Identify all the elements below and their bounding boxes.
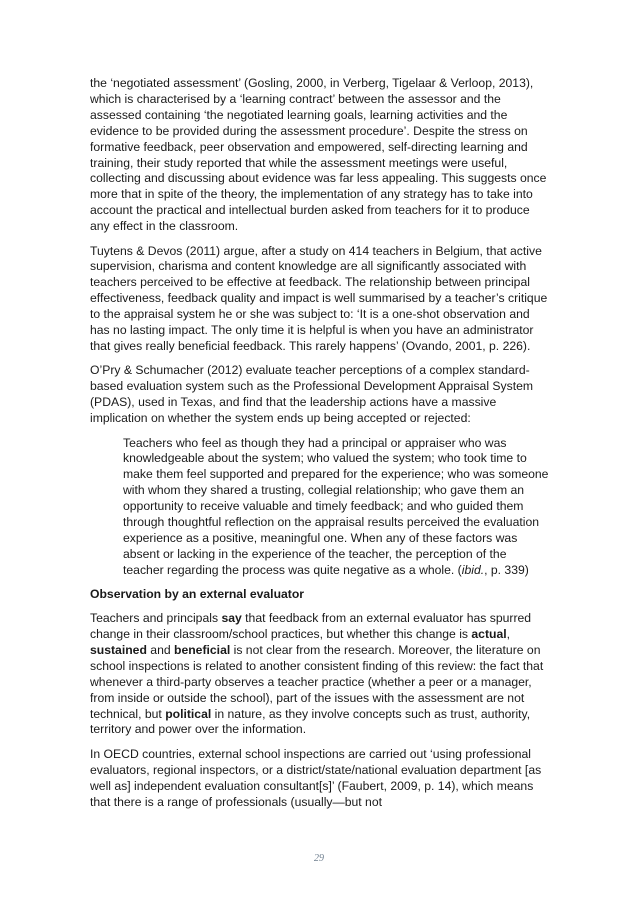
section-heading: Observation by an external evaluator: [90, 587, 305, 602]
bold-say: say: [221, 611, 242, 626]
quote-citation-end: , p. 339): [484, 562, 529, 577]
text-run: Teachers and principals: [90, 611, 222, 626]
bold-sustained: sustained: [90, 642, 147, 657]
bold-actual: actual: [471, 627, 507, 641]
quote-text: Teachers who feel as though they had a principal or appraiser who was knowledgeable about the system; who valued the system; who took time to make them feel supported and prepared for the experience; who was someone with whom they shared a trusting, collegial relationship; who gave them an opportunity to receive valuable and timely feedback; and who guided them through thoughtful reflection on the appraisal results perceived the evaluation experience as a positive, meaningful one. When any of these factors was absent or lacking in the experience of the teacher, the perception of the teacher regarding the process was quite negative as a whole. (: [123, 435, 549, 577]
text-run: and: [146, 642, 175, 657]
paragraph-external-evaluator: [90, 611, 550, 738]
paragraph-opry-schumacher: O’Pry & Schumacher (2012) evaluate teacher perceptions of a complex standard-based evaluation system such as the Professional Development Appraisal System (PDAS), used in Texas, and find that the leadership actions have a massive implication on whether the system ends up being accepted or rejected:: [90, 363, 534, 426]
paragraph-oecd-inspections: In OECD countries, external school inspections are carried out ‘using professional evaluators, regional inspectors, or a district/state/national evaluation department [as well as] independent evaluation consultant[s]’ (Faubert, 2009, p. 14), which means that there is a range of professionals (usually—but not: [90, 746, 542, 809]
quote-ibid: ibid.: [461, 562, 485, 577]
bold-political: political: [165, 706, 212, 721]
block-quote: [123, 436, 550, 579]
text-run: in nature, as they involve concepts such as trust, authority, territory and power over the information.: [90, 706, 531, 737]
text-run: that feedback from an external evaluator has spurred change in their classroom/school practices, but whether this change is: [90, 611, 532, 641]
document-page: [90, 76, 550, 819]
bold-beneficial: beneficial: [174, 642, 231, 657]
paragraph-tuytens-devos: Tuytens & Devos (2011) argue, after a study on 414 teachers in Belgium, that active supervision, charisma and content knowledge are all significantly associated with teachers perceived to be effective at feedback. The relationship between principal effectiveness, feedback quality and impact is well summarised by a teacher’s critique to the appraisal system he or she was subject to: ‘It is a one-shot observation and has no lasting impact. The only time it is helpful is when you have an administrator that gives really beneficial feedback. This rarely happens’ (Ovando, 2001, p. 226).: [90, 243, 548, 353]
page-number: 29: [314, 853, 324, 864]
paragraph-negotiated-assessment: the ‘negotiated assessment’ (Gosling, 2000, in Verberg, Tigelaar & Verloop, 2013), which is characterised by a ‘learning contract’ between the assessor and the assessed containing ‘the negotiated learning goals, learning activities and the evidence to be provided during the assessment procedure’. Despite the stress on formative feedback, peer observation and empowered, self-directing learning and training, their study reported that while the assessment meetings were useful, collecting and discussing about evidence was far less appealing. This suggests once more that in spite of the theory, the implementation of any strategy has to take into account the practical and intellectual burden asked from teachers for it to produce any effect in the classroom.: [90, 76, 547, 234]
text-run: ,: [506, 627, 511, 641]
text-run: is not clear from the research. Moreover, the literature on school inspections is related to another consistent finding of this review: the fact that whenever a third-party observes a teacher practice (whether a peer or a manager, from inside or outside the school), part of the issues with the assessment are not technical, but: [90, 642, 544, 721]
